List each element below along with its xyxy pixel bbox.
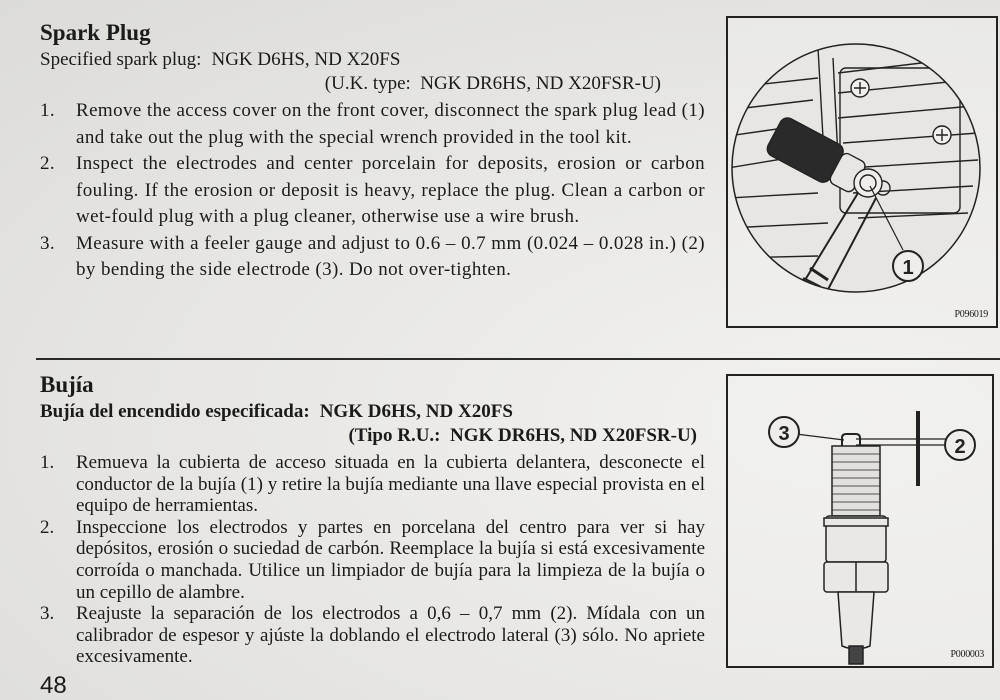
spec-value: NGK D6HS, ND X20FS [211, 49, 401, 70]
page-number: 48 [40, 672, 67, 699]
step-item [40, 452, 705, 517]
steps-list [40, 452, 705, 668]
figure-code: P000003 [950, 649, 984, 660]
spec-uk-type: (U.K. type: NGK DR6HS, ND X20FSR-U) [324, 73, 661, 94]
section-spark-plug-english [40, 20, 705, 284]
section-divider [36, 358, 1000, 360]
figure-plug-removal [726, 16, 998, 328]
figure-code: P096019 [954, 309, 988, 320]
callout-label: 1 [902, 257, 914, 279]
spec-block [40, 400, 705, 448]
step-text: Remove the access cover on the front cover, disconnect the spark plug lead (1) and take out the plug with the special wrench provided in the tool kit. [76, 100, 705, 148]
step-number: 2. [40, 516, 55, 538]
step-item [40, 517, 705, 603]
step-number: 1. [40, 452, 55, 473]
spec-uk-type: (Tipo R.U.: NGK DR6HS, ND X20FSR-U) [348, 425, 697, 446]
callout-label: 3 [778, 423, 790, 445]
step-number: 3. [40, 232, 56, 254]
step-number: 2. [40, 153, 56, 174]
section-title: Spark Plug [40, 20, 151, 45]
step-item [40, 231, 705, 284]
step-text: Inspeccione los electrodos y partes en porcelana del centro para ver si hay depósitos, erosión o suciedad de carbón. Reemplace la bujía si está excesivamente corroída o manchada. Utilice un limpiador de bujía para la limpieza de la bujía o un cepillo de alambre. [76, 516, 705, 603]
step-text: Reajuste la separación de los electrodos a 0,6 – 0,7 mm (2). Mídala con un calibrador de espesor y ajúste la doblando el electrodo lateral (3) sólo. No apriete excesivamente. [76, 603, 705, 668]
spec-block [40, 48, 705, 96]
callout-label: 2 [954, 436, 966, 458]
step-number: 1. [40, 100, 56, 121]
section-bujia-spanish [40, 372, 705, 668]
engine-wrench-illustration [728, 18, 996, 326]
step-text: Measure with a feeler gauge and adjust to 0.6 – 0.7 mm (0.024 – 0.028 in.) (2) by bending the side electrode (3). Do not over-tighten. [76, 232, 705, 280]
step-item [40, 151, 705, 231]
step-text: Inspect the electrodes and center porcelain for deposits, erosion or carbon fouling. If the erosion or deposit is heavy, replace the plug. Clean a carbon or wet-fould plug with a plug cleaner, otherwise use a wire brush. [76, 153, 705, 227]
step-item [40, 603, 705, 668]
step-item [40, 98, 705, 151]
spec-label: Specified spark plug: [40, 49, 202, 70]
steps-list [40, 98, 705, 284]
spec-label: Bujía del encendido especificada: [40, 401, 310, 422]
step-number: 3. [40, 603, 55, 625]
spec-value: NGK D6HS, ND X20FS [319, 401, 513, 422]
section-title: Bujía [40, 372, 94, 397]
step-text: Remueva la cubierta de acceso situada en la cubierta delantera, desconecte el conductor de la bujía (1) y retire la bujía mediante una llave especial provista en el equipo de herramientas. [76, 452, 705, 517]
figure-spark-plug-gap [726, 374, 994, 668]
spark-plug-illustration [728, 376, 992, 666]
